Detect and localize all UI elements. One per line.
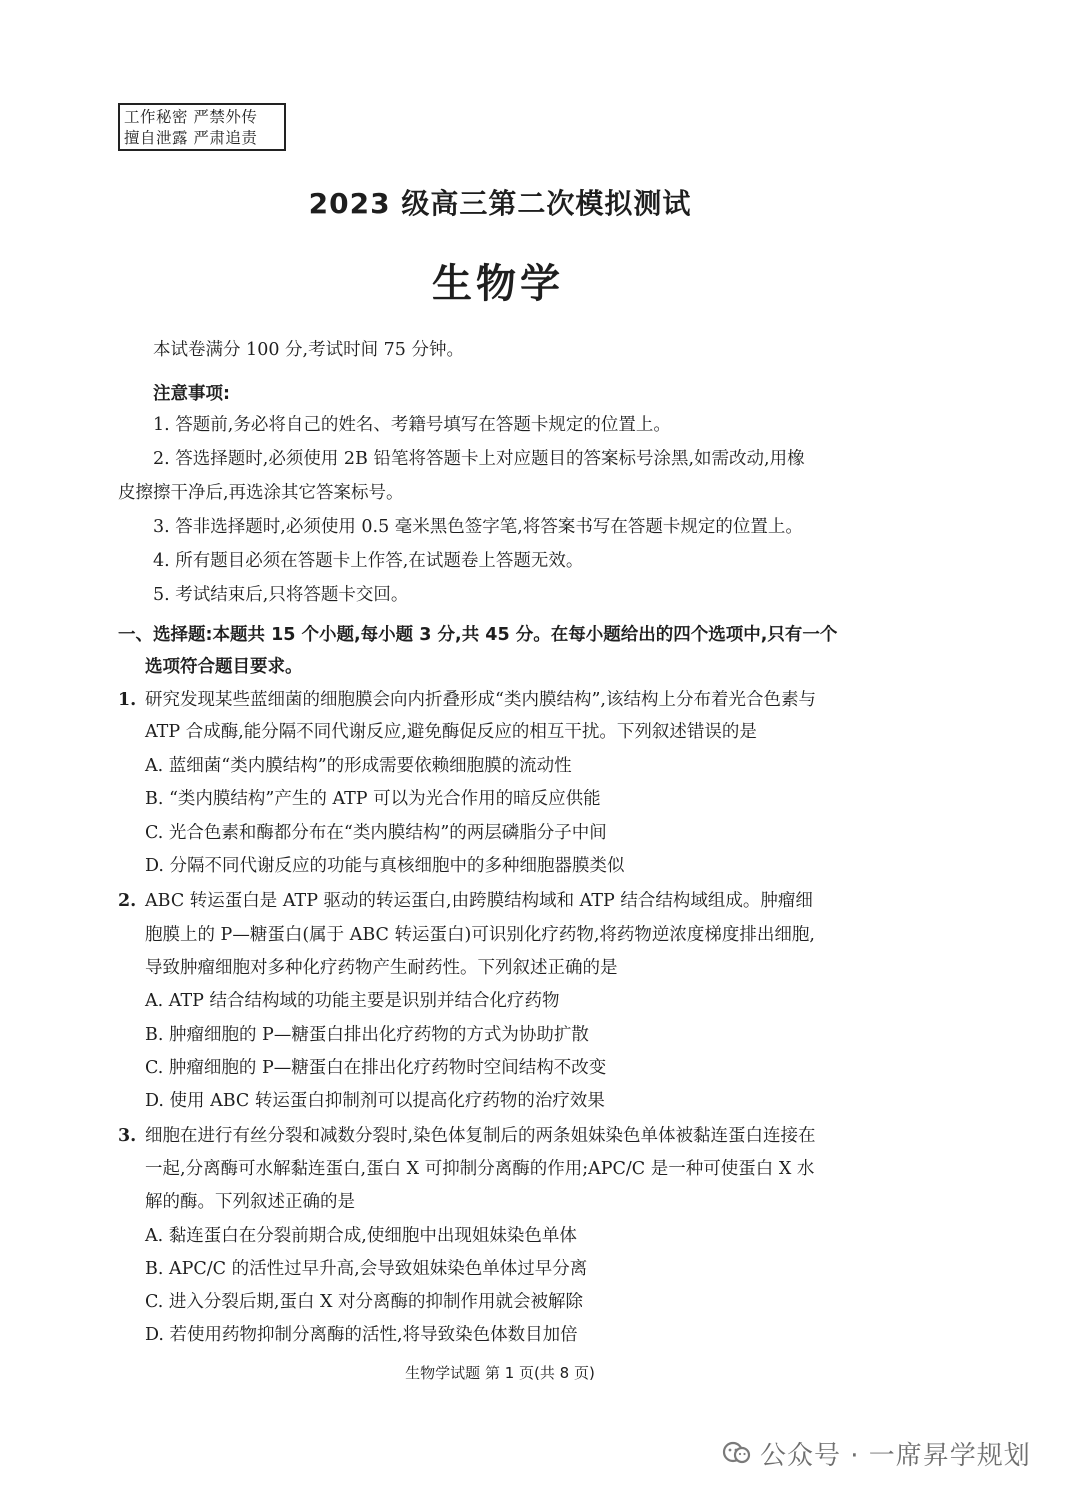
note-item: 1. 答题前,务必将自己的姓名、考籍号填写在答题卡规定的位置上。	[153, 415, 671, 435]
question-stem-line: ABC 转运蛋白是 ATP 驱动的转运蛋白,由跨膜结构域和 ATP 结合结构域组成。肿瘤细	[145, 891, 813, 911]
option-c: C. 肿瘤细胞的 P—糖蛋白在排出化疗药物时空间结构不改变	[145, 1058, 607, 1078]
note-item: 4. 所有题目必须在答题卡上作答,在试题卷上答题无效。	[153, 551, 584, 571]
section-heading-continuation: 选项符合题目要求。	[145, 657, 303, 677]
option-d: D. 使用 ABC 转运蛋白抑制剂可以提高化疗药物的治疗效果	[145, 1091, 605, 1111]
question-number: 2.	[118, 891, 137, 911]
notes-heading: 注意事项:	[153, 384, 230, 404]
option-b: B. 肿瘤细胞的 P—糖蛋白排出化疗药物的方式为协助扩散	[145, 1025, 589, 1045]
question-stem-line: 细胞在进行有丝分裂和减数分裂时,染色体复制后的两条姐妹染色单体被黏连蛋白连接在	[145, 1126, 816, 1146]
option-b: B. APC/C 的活性过早升高,会导致姐妹染色单体过早分离	[145, 1259, 588, 1279]
watermark	[722, 1436, 1031, 1470]
page-footer: 生物学试题 第 1 页(共 8 页)	[405, 1364, 595, 1382]
question-stem-line: 研究发现某些蓝细菌的细胞膜会向内折叠形成“类内膜结构”,该结构上分布着光合色素与	[145, 690, 816, 710]
option-a: A. ATP 结合结构域的功能主要是识别并结合化疗药物	[145, 991, 560, 1011]
notice-line-1: 工作秘密 严禁外传	[124, 108, 258, 126]
question-stem-line: 一起,分离酶可水解黏连蛋白,蛋白 X 可抑制分离酶的作用;APC/C 是一种可使蛋白 X 水	[145, 1159, 815, 1179]
subject-title: 生物学	[432, 261, 564, 307]
question-stem-line: 胞膜上的 P—糖蛋白(属于 ABC 转运蛋白)可识别化疗药物,将药物逆浓度梯度排出细胞,	[145, 925, 815, 945]
question-stem-line: 解的酶。下列叙述正确的是	[145, 1192, 355, 1212]
option-d: D. 分隔不同代谢反应的功能与真核细胞中的多种细胞器膜类似	[145, 856, 625, 876]
exam-title: 2023 级高三第二次模拟测试	[308, 187, 692, 220]
wechat-official-account-icon	[722, 1440, 752, 1466]
option-c: C. 光合色素和酶都分布在“类内膜结构”的两层磷脂分子中间	[145, 823, 607, 843]
question-number: 1.	[118, 690, 137, 710]
question-number: 3.	[118, 1126, 137, 1146]
note-item: 5. 考试结束后,只将答题卡交回。	[153, 585, 409, 605]
option-a: A. 蓝细菌“类内膜结构”的形成需要依赖细胞膜的流动性	[145, 756, 572, 776]
notice-line-2: 擅自泄露 严肃追责	[124, 129, 258, 147]
question-stem-line: ATP 合成酶,能分隔不同代谢反应,避免酶促反应的相互干扰。下列叙述错误的是	[145, 722, 757, 742]
note-item: 2. 答选择题时,必须使用 2B 铅笔将答题卡上对应题目的答案标号涂黑,如需改动,用橡	[153, 449, 805, 469]
option-b: B. “类内膜结构”产生的 ATP 可以为光合作用的暗反应供能	[145, 789, 601, 809]
confidential-notice-box	[118, 103, 286, 151]
option-d: D. 若使用药物抑制分离酶的活性,将导致染色体数目加倍	[145, 1325, 578, 1345]
note-item: 3. 答非选择题时,必须使用 0.5 毫米黑色签字笔,将答案书写在答题卡规定的位置上。	[153, 517, 803, 537]
question-stem-line: 导致肿瘤细胞对多种化疗药物产生耐药性。下列叙述正确的是	[145, 958, 618, 978]
section-heading: 一、选择题:本题共 15 个小题,每小题 3 分,共 45 分。在每小题给出的四个选项中,只有一个	[118, 625, 838, 645]
watermark-text: 公众号 · 一席昇学规划	[760, 1440, 1031, 1471]
intro-text: 本试卷满分 100 分,考试时间 75 分钟。	[153, 340, 464, 360]
note-item-continuation: 皮擦擦干净后,再选涂其它答案标号。	[118, 483, 404, 503]
option-a: A. 黏连蛋白在分裂前期合成,使细胞中出现姐妹染色单体	[145, 1226, 577, 1246]
option-c: C. 进入分裂后期,蛋白 X 对分离酶的抑制作用就会被解除	[145, 1292, 584, 1312]
